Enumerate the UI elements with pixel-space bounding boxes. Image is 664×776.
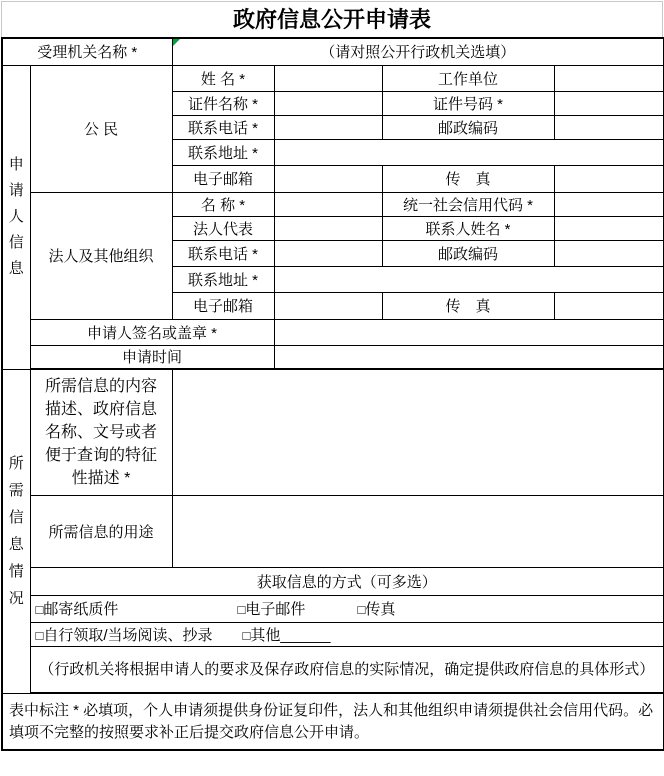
agency-name-label: 受理机关名称 *: [2, 38, 172, 65]
comment-marker-icon: [173, 39, 180, 46]
info-description-input[interactable]: [172, 369, 664, 495]
option-self-pickup-label: 自行领取/当场阅读、抄录: [43, 626, 213, 644]
citizen-postcode-label: 邮政编码: [382, 115, 554, 139]
checkbox-icon[interactable]: □: [242, 627, 251, 643]
citizen-postcode-input[interactable]: [554, 115, 664, 139]
method-options-row-1: [30, 595, 664, 622]
legal-representative-input[interactable]: [274, 216, 382, 240]
legal-phone-label: 联系电话 *: [172, 240, 274, 266]
legal-address-label: 联系地址 *: [172, 266, 274, 292]
legal-group-label: 法人及其他组织: [30, 192, 172, 319]
legal-name-input[interactable]: [274, 192, 382, 216]
info-description-label: 所需信息的内容描述、政府信息名称、文号或者便于查询的特征性描述 *: [30, 369, 172, 495]
legal-fax-label: 传 真: [382, 292, 554, 319]
citizen-fax-input[interactable]: [554, 165, 664, 192]
citizen-address-label: 联系地址 *: [172, 139, 274, 165]
citizen-name-input[interactable]: [274, 65, 382, 91]
legal-creditcode-label: 统一社会信用代码 *: [382, 192, 554, 216]
method-header: 获取信息的方式（可多选）: [30, 567, 664, 595]
citizen-email-label: 电子邮箱: [172, 165, 274, 192]
legal-fax-input[interactable]: [554, 292, 664, 319]
citizen-idtype-label: 证件名称 *: [172, 91, 274, 115]
citizen-workunit-label: 工作单位: [382, 65, 554, 91]
option-other-label: 其他______: [250, 626, 331, 644]
citizen-group-label: 公 民: [30, 65, 172, 192]
citizen-phone-input[interactable]: [274, 115, 382, 139]
signature-input[interactable]: [274, 319, 664, 345]
checkbox-icon[interactable]: □: [35, 627, 44, 643]
citizen-name-label: 姓 名 *: [172, 65, 274, 91]
legal-representative-label: 法人代表: [172, 216, 274, 240]
form-title: 政府信息公开申请表: [1, 1, 663, 37]
legal-postcode-input[interactable]: [554, 240, 664, 266]
method-options-row-2: [30, 622, 664, 646]
option-mail-paper-label: 邮寄纸质件: [43, 601, 119, 618]
request-section-spine: 所需信息情况: [2, 369, 30, 693]
legal-address-input[interactable]: [274, 266, 664, 292]
citizen-idtype-input[interactable]: [274, 91, 382, 115]
info-purpose-label: 所需信息的用途: [30, 495, 172, 567]
legal-contactname-input[interactable]: [554, 216, 664, 240]
legal-creditcode-input[interactable]: [554, 192, 664, 216]
method-note: （行政机关将根据申请人的要求及保存政府信息的实际情况，确定提供政府信息的具体形式）: [30, 646, 664, 693]
info-purpose-input[interactable]: [172, 495, 664, 567]
citizen-workunit-input[interactable]: [554, 65, 664, 91]
option-mail-paper[interactable]: [36, 598, 238, 619]
applicant-section-spine: 申请人信息: [2, 65, 30, 369]
legal-contactname-label: 联系人姓名 *: [382, 216, 554, 240]
option-other[interactable]: [243, 624, 331, 645]
application-form-table: [1, 37, 664, 751]
option-fax-label: 传真: [365, 601, 396, 618]
citizen-email-input[interactable]: [274, 165, 382, 192]
signature-label: 申请人签名或盖章 *: [30, 319, 274, 345]
option-email[interactable]: [238, 598, 358, 619]
citizen-address-input[interactable]: [274, 139, 664, 165]
option-self-pickup[interactable]: [36, 624, 243, 645]
checkbox-icon[interactable]: □: [35, 602, 44, 617]
checkbox-icon[interactable]: □: [237, 602, 246, 617]
citizen-idnumber-label: 证件号码 *: [382, 91, 554, 115]
option-fax[interactable]: [358, 598, 396, 619]
legal-name-label: 名 称 *: [172, 192, 274, 216]
legal-phone-input[interactable]: [274, 240, 382, 266]
agency-name-input[interactable]: [172, 38, 664, 65]
citizen-phone-label: 联系电话 *: [172, 115, 274, 139]
citizen-idnumber-input[interactable]: [554, 91, 664, 115]
legal-postcode-label: 邮政编码: [382, 240, 554, 266]
agency-name-hint: （请对照公开行政机关选填）: [320, 44, 516, 62]
apply-date-label: 申请时间: [30, 345, 274, 369]
legal-email-label: 电子邮箱: [172, 292, 274, 319]
legal-email-input[interactable]: [274, 292, 382, 319]
option-email-label: 电子邮件: [245, 601, 306, 618]
checkbox-icon[interactable]: □: [357, 602, 366, 617]
citizen-fax-label: 传 真: [382, 165, 554, 192]
footer-note: 表中标注 * 必填项，个人申请须提供身份证复印件，法人和其他组织申请须提供社会信用代码。必填项不完整的按照要求补正后提交政府信息公开申请。: [2, 693, 664, 750]
apply-date-input[interactable]: [274, 345, 664, 369]
